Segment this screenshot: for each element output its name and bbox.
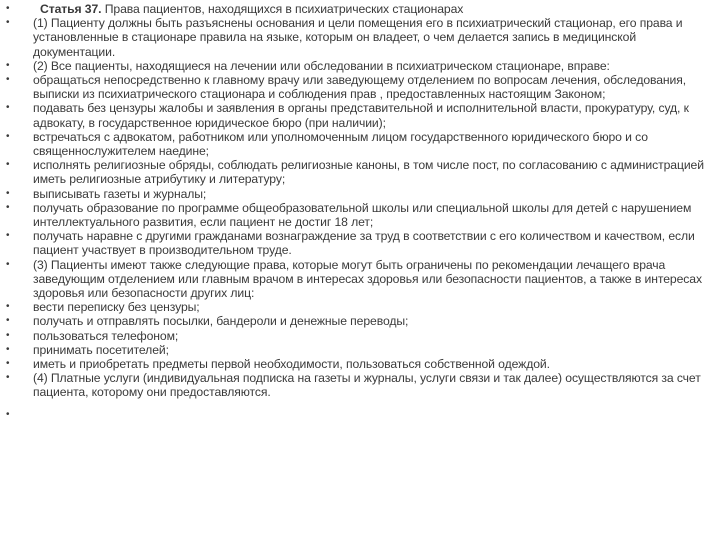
list-item: • (1) Пациенту должны быть разъяснены основания и цели помещения его в психиатрический стационар, его права и установленные в стационаре правила на языке, которым он владеет, о чем делается запись в медицинской документации.	[0, 16, 716, 59]
bullet-list	[0, 2, 716, 422]
list-item: • вести переписку без цензуры;	[0, 300, 716, 314]
list-item: • принимать посетителей;	[0, 343, 716, 357]
article-heading	[0, 2, 716, 16]
empty-list-item	[0, 408, 716, 422]
list-item: • (2) Все пациенты, находящиеся на лечении или обследовании в психиатрическом стационаре, вправе:	[0, 59, 716, 73]
list-item: • выписывать газеты и журналы;	[0, 187, 716, 201]
list-item: • получать и отправлять посылки, бандероли и денежные переводы;	[0, 314, 716, 328]
list-item: • получать наравне с другими гражданами вознаграждение за труд в соответствии с его количеством и качеством, если пациент участвует в производительном труде.	[0, 229, 716, 257]
list-item: • иметь и приобретать предметы первой необходимости, пользоваться собственной одеждой.	[0, 357, 716, 371]
list-item: • пользоваться телефоном;	[0, 329, 716, 343]
list-item: • получать образование по программе общеобразовательной школы или специальной школы для детей с нарушением интеллектуального развития, если пациент не достиг 18 лет;	[0, 201, 716, 229]
list-item: • (4) Платные услуги (индивидуальная подписка на газеты и журналы, услуги связи и так далее) осуществляются за счет пациента, которому они предоставляются.	[0, 371, 716, 399]
list-item: • обращаться непосредственно к главному врачу или заведующему отделением по вопросам лечения, обследования, выписки из психиатрического стационара и соблюдения прав , предоставленных настоящим Законом;	[0, 73, 716, 101]
list-item: • (3) Пациенты имеют также следующие права, которые могут быть ограничены по рекомендации лечащего врача заведующим отделением или главным врачом в интересах здоровья или безопасности пациентов, а также в интересах здоровья или безопасности других лиц:	[0, 258, 716, 301]
list-item: • исполнять религиозные обряды, соблюдать религиозные каноны, в том числе пост, по согласованию с администрацией иметь религиозные атрибутику и литературу;	[0, 158, 716, 186]
article-number: Статья 37.	[40, 2, 102, 16]
article-title: Права пациентов, находящихся в психиатрических стационарах	[101, 2, 464, 16]
list-item: • встречаться с адвокатом, работником или уполномоченным лицом государственного юридического бюро и со священнослужителем наедине;	[0, 130, 716, 158]
list-item: • подавать без цензуры жалобы и заявления в органы представительной и исполнительной власти, прокуратуру, суд, к адвокату, в государственное юридическое бюро (при наличии);	[0, 101, 716, 129]
